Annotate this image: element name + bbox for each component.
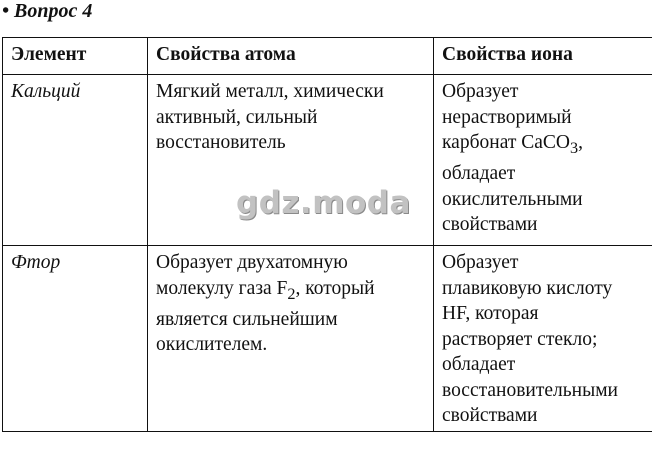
text-line: Мягкий металл, химически [156, 81, 384, 102]
header-atom-properties: Свойства атома [148, 38, 434, 75]
text-line: окислителем. [156, 334, 268, 356]
formula-text: карбонат CaCO [442, 132, 570, 153]
watermark-logo: gdz.moda [236, 185, 411, 221]
cell-atom-fluorine [148, 246, 434, 432]
table-header-row [3, 38, 652, 75]
cell-ion-calcium [434, 75, 652, 246]
table-row-calcium [3, 75, 652, 246]
formula-tail: , [578, 132, 583, 153]
text-line: растворяет стекло; [442, 328, 598, 350]
text-line: плавиковую кислоту [442, 277, 613, 299]
text-line: восстановитель [156, 132, 286, 153]
text-line: HF, которая [442, 303, 539, 324]
text-line: активный, сильный [156, 106, 318, 128]
text-line: Образует [442, 252, 519, 273]
text-line: окислительными [442, 188, 583, 210]
properties-table [2, 37, 652, 432]
formula-subscript: 3 [570, 138, 579, 157]
text-line: Образует двухатомную [156, 252, 348, 273]
formula-subscript: 2 [287, 284, 296, 303]
text-line: обладает [442, 354, 516, 375]
header-ion-properties: Свойства иона [434, 38, 652, 75]
text-line: нерастворимый [442, 106, 572, 128]
formula-line [156, 276, 425, 307]
formula-text: молекулу газа F [156, 277, 288, 299]
text-line: Образует [442, 81, 519, 102]
text-line: является сильнейшим [156, 308, 338, 330]
cell-element-calcium: Кальций [3, 75, 148, 246]
cell-ion-fluorine [434, 246, 652, 432]
header-element: Элемент [3, 38, 148, 75]
cell-element-fluorine: Фтор [3, 246, 148, 432]
table-row-fluorine [3, 246, 652, 432]
question-heading: • Вопрос 4 [2, 0, 93, 22]
cell-atom-calcium [148, 75, 434, 246]
text-line: свойствами [442, 405, 538, 426]
formula-line [442, 130, 652, 161]
text-line: обладает [442, 163, 516, 185]
formula-tail: , который [295, 277, 375, 299]
text-line: восстановительными [442, 379, 618, 401]
text-line: свойствами [442, 214, 538, 236]
